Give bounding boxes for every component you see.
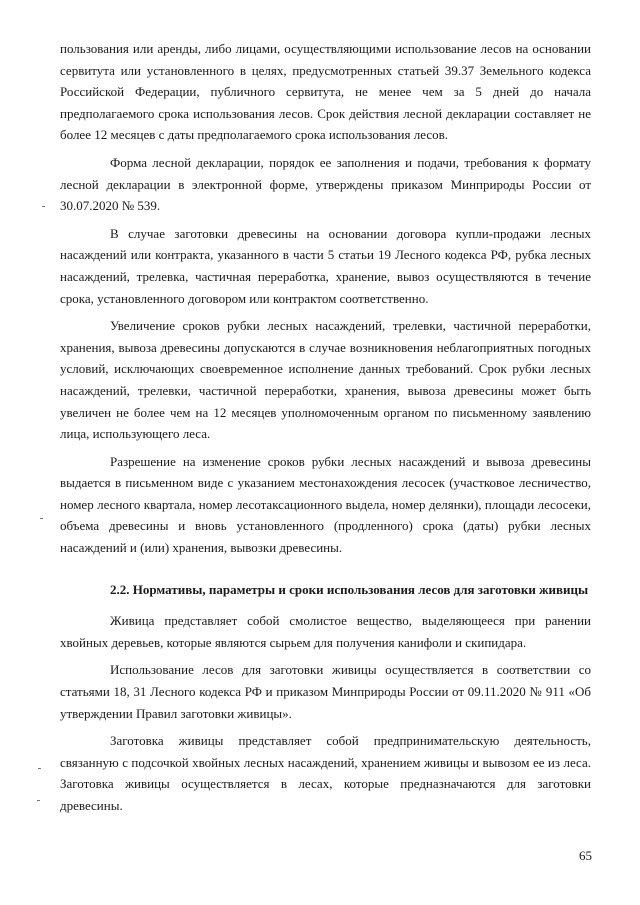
paragraph-term-extension: Увеличение сроков рубки лесных насаждений, трелевки, частичной переработки, хранения, вывоза древесины допускаются в случае возникновения неблагоприятных погодных условий, исключающих своевременное исполнение данных требований. Срок рубки лесных насаждений, трелевки, частичной переработки, хранения, вывоза древесины может быть увеличен не более чем на 12 месяцев уполномоченным органом по письменному заявлению лица, использующего леса. bbox=[60, 318, 591, 442]
page-number: 65 bbox=[579, 848, 592, 863]
paragraph-change-permit: Разрешение на изменение сроков рубки лесных насаждений и вывоза древесины выдается в письменном виде с указанием местонахождения лесосек (участковое лесничество, номер лесного квартала, номер лесотаксационного выдела, номер делянки), площади лесосеки, объема древесины и вновь установленного (продленного) срока (даты) рубки лесных насаждений и (или) хранения, вывозки древесины. bbox=[60, 453, 591, 556]
section-heading: 2.2. Нормативы, параметры и сроки использования лесов для заготовки живицы bbox=[110, 581, 589, 597]
paragraph-declaration-form: Форма лесной декларации, порядок ее заполнения и подачи, требования к формату лесной декларации в электронной форме, утверждены приказом Минприроды России от 30.07.2020 № 539. bbox=[60, 154, 591, 214]
paragraph-resin-legal-basis: Использование лесов для заготовки живицы осуществляется в соответствии со статьями 18, 31 Лесного кодекса РФ и приказом Минприроды России от 09.11.2020 № 911 «Об утверждении Правил заготовки живицы». bbox=[60, 662, 591, 721]
scan-mark bbox=[40, 518, 43, 519]
paragraph-timber-harvest-contract: В случае заготовки древесины на основании договора купли-продажи лесных насаждений или контракта, указанного в части 5 статьи 19 Лесного кодекса РФ, рубка лесных насаждений, трелевка, частичная переработка, хранение, вывоз осуществляются в течение срока, установленного договором или контрактом соответственно. bbox=[60, 225, 591, 306]
paragraph-resin-activity: Заготовка живицы представляет собой предпринимательскую деятельность, связанную с подсочкой хвойных лесных насаждений, хранением живицы и вывозом ее из леса. Заготовка живицы осуществляется в лесах, которые предназначаются для заготовки древесины. bbox=[60, 733, 591, 813]
scan-mark bbox=[37, 800, 40, 801]
paragraph-resin-definition: Живица представляет собой смолистое вещество, выделяющееся при ранении хвойных деревьев, которые являются сырьем для получения канифоли и скипидара. bbox=[60, 613, 591, 650]
page-body bbox=[60, 38, 591, 823]
paragraph-continuation: пользования или аренды, либо лицами, осуществляющими использование лесов на основании сервитута или установленного в целях, предусмотренных статьей 39.37 Земельного кодекса Российской Федерации, публичного сервитута, не менее чем за 5 дней до начала предполагаемого срока использования лесов. Срок действия лесной декларации составляет не более 12 месяцев с даты предполагаемого срока использования лесов. bbox=[60, 41, 591, 143]
scan-mark bbox=[42, 206, 45, 207]
scan-mark bbox=[38, 768, 41, 769]
